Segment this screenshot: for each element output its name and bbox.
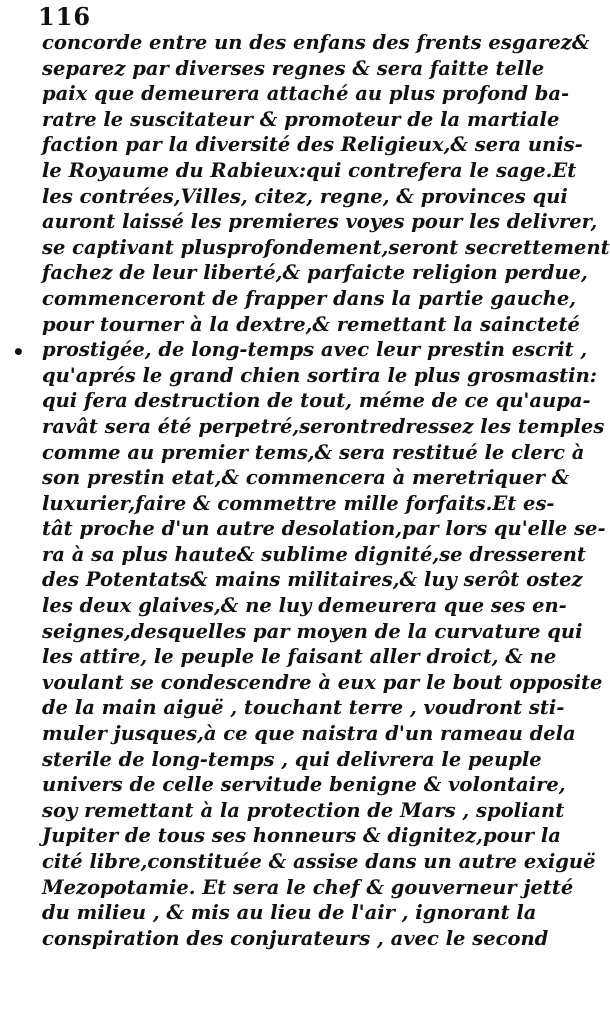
text-line: conspiration des conjurateurs , avec le second <box>42 926 549 950</box>
text-line: cité libre,constituée & assise dans un autre exiguë <box>42 850 596 873</box>
text-line: prostigée, de long-temps avec leur prestin escrit , <box>42 338 588 362</box>
text-line: commenceront de frapper dans la partie gauche, <box>42 286 577 310</box>
text-line: le Royaume du Rabieux:qui contrefera le sage.Et <box>42 158 577 182</box>
text-line: paix que demeurera attaché au plus profond ba- <box>42 82 570 106</box>
text-line: faction par la diversité des Religieux,& sera unis- <box>42 133 583 157</box>
text-line: separez par diverses regnes & sera faitte telle <box>42 56 545 80</box>
text-line: concorde entre un des enfans des frents esgarez& <box>42 31 590 54</box>
text-line: pour tourner à la dextre,& remettant la saincteté <box>42 312 580 336</box>
text-line: muler jusques,à ce que naistra d'un rameau dela <box>42 722 576 746</box>
text-line: les attire, le peuple le faisant aller droict, & ne <box>42 645 557 669</box>
text-line: de la main aiguë , touchant terre , voudront sti- <box>42 696 565 720</box>
text-line: seignes,desquelles par moyen de la curvature qui <box>42 619 583 643</box>
text-line: Jupiter de tous ses honneurs & dignitez,pour la <box>42 824 561 848</box>
text-line: sterile de long-temps , qui delivrera le peuple <box>42 747 542 771</box>
text-line: soy remettant à la protection de Mars , spoliant <box>42 798 565 822</box>
text-line: se captivant plusprofondement,seront secrettement <box>42 235 610 259</box>
text-line: du milieu , & mis au lieu de l'air , ignorant la <box>42 901 537 925</box>
body-text <box>42 30 610 951</box>
text-line: des Potentats& mains militaires,& luy serôt ostez <box>42 568 583 592</box>
text-line: qu'aprés le grand chien sortira le plus grosmastin: <box>42 363 597 387</box>
text-line: ravât sera été perpetré,serontredressez les temples <box>42 414 605 438</box>
text-line: voulant se condescendre à eux par le bout opposite <box>42 670 603 694</box>
text-line: fachez de leur liberté,& parfaicte religion perdue, <box>42 261 588 285</box>
text-line: ratre le suscitateur & promoteur de la martiale <box>42 107 560 131</box>
page-number: 116 <box>38 2 92 31</box>
text-line: Mezopotamie. Et sera le chef & gouverneur jetté <box>42 875 574 899</box>
text-line: auront laissé les premieres voyes pour les delivrer, <box>42 210 598 234</box>
text-line: comme au premier tems,& sera restitué le clerc à <box>42 440 585 464</box>
text-line: les contrées,Villes, citez, regne, & provinces qui <box>42 184 568 208</box>
text-line: les deux glaives,& ne luy demeurera que ses en- <box>42 594 567 618</box>
text-line: univers de celle servitude benigne & volontaire, <box>42 773 566 797</box>
text-line: son prestin etat,& commencera à meretriquer & <box>42 466 570 490</box>
text-line: ra à sa plus haute& sublime dignité,se dresserent <box>42 542 586 566</box>
text-line: tât proche d'un autre desolation,par lors qu'elle se- <box>42 517 606 541</box>
text-line: luxurier,faire & commettre mille forfaits.Et es- <box>42 491 555 515</box>
margin-mark: • <box>12 340 25 364</box>
text-line: qui fera destruction de tout, méme de ce qu'aupa- <box>42 389 591 413</box>
